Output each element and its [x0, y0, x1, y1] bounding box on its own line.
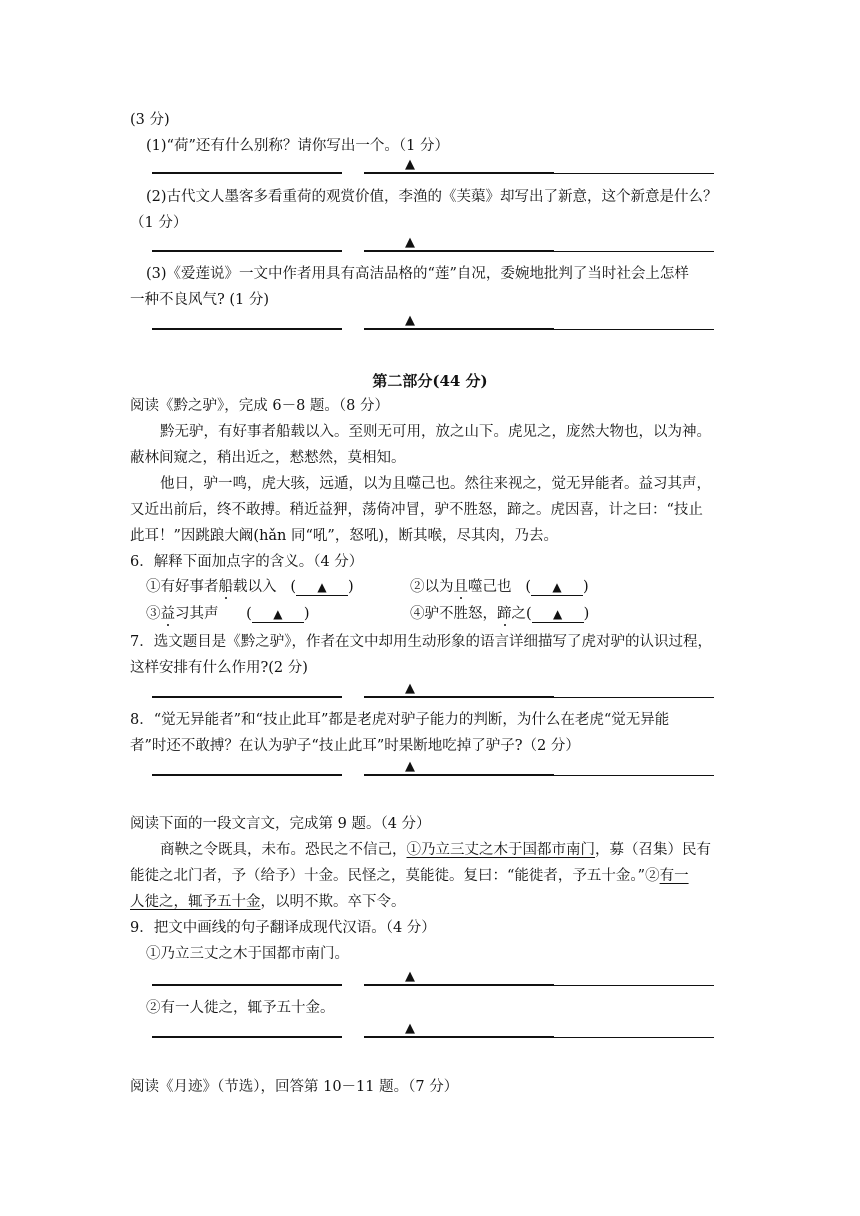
triangle-icon: ▲ — [405, 969, 415, 984]
triangle-icon: ▲ — [405, 313, 415, 328]
triangle-icon: ▲ — [405, 235, 415, 250]
question-9: 9．把文中画线的句子翻译成现代汉语。（4 分） — [130, 920, 436, 936]
q6-item-3: ③益习其声 ( ▲ ) — [146, 606, 310, 622]
answer-line[interactable] — [152, 681, 714, 700]
question-3-line-1: (3)《爱莲说》一文中作者用具有高洁品格的“莲”自况，委婉地批判了当时社会上怎样 — [146, 266, 689, 282]
answer-blank[interactable]: ▲ — [532, 607, 584, 623]
q6-item-4: ④驴不胜怒，蹄之( ▲ ) — [410, 606, 590, 622]
question-9-b: ②有一人徙之，辄予五十金。 — [146, 1000, 335, 1016]
answer-line[interactable] — [152, 235, 714, 254]
passage-2-line-3: 人徙之，辄予五十金，以明不欺。卒下令。 — [130, 894, 406, 910]
question-8-line-1: 8．“觉无异能者”和“技止此耳”都是老虎对驴子能力的判断，为什么在老虎“觉无异能 — [130, 712, 670, 728]
triangle-icon: ▲ — [405, 1021, 415, 1036]
passage-1-line: 他日，驴一鸣，虎大骇，远遁，以为且噬己也。然往来视之，觉无异能者。益习其声， — [160, 476, 711, 492]
passage-2-line-2: 能徙之北门者，予（给予）十金。民怪之，莫能徙。复曰：“能徙者，予五十金。”②有一 — [130, 868, 689, 884]
question-6: 6．解释下面加点字的含义。（4 分） — [130, 554, 364, 570]
triangle-icon: ▲ — [405, 759, 415, 774]
answer-line[interactable] — [152, 313, 714, 332]
question-7-line-1: 7．选文题目是《黔之驴》，作者在文中却用生动形象的语言详细描写了虎对驴的认识过程， — [130, 634, 712, 650]
question-3-line-2: 一种不良风气? (1 分) — [130, 292, 270, 308]
question-2-line-1: (2)古代文人墨客多看重荷的观赏价值，李渔的《芙蕖》却写出了新意，这个新意是什么？ — [146, 189, 718, 205]
answer-blank[interactable]: ▲ — [531, 580, 583, 596]
passage-1-line: 黔无驴，有好事者船载以入。至则无可用，放之山下。虎见之，庞然大物也，以为神。 — [160, 424, 711, 440]
answer-blank[interactable]: ▲ — [296, 580, 348, 596]
score-note: (3 分) — [130, 112, 170, 128]
answer-line[interactable] — [152, 157, 714, 176]
question-1: (1)“荷”还有什么别称？请你写出一个。（1 分） — [146, 138, 449, 154]
reading-1-intro: 阅读《黔之驴》，完成 6－8 题。（8 分） — [130, 398, 390, 414]
answer-line[interactable] — [152, 759, 714, 778]
passage-1-line: 此耳！”因跳踉大阚(hǎn 同“吼”，怒吼)，断其喉，尽其肉，乃去。 — [130, 528, 558, 544]
triangle-icon: ▲ — [405, 681, 415, 696]
triangle-icon: ▲ — [405, 157, 415, 172]
reading-3-intro: 阅读《月迹》（节选），回答第 10－11 题。（7 分） — [130, 1079, 459, 1095]
answer-line[interactable] — [152, 1021, 714, 1040]
q6-item-2: ②以为且噬己也 ( ▲ ) — [410, 579, 589, 595]
reading-2-intro: 阅读下面的一段文言文，完成第 9 题。（4 分） — [130, 816, 431, 832]
passage-2-line-1: 商鞅之令既具，未布。恐民之不信己，①乃立三丈之木于国都市南门，募（召集）民有 — [160, 842, 711, 858]
passage-1-line: 又近出前后，终不敢搏。稍近益狎，荡倚冲冒，驴不胜怒，蹄之。虎因喜，计之曰：“技止 — [130, 502, 703, 518]
question-9-a: ①乃立三丈之木于国都市南门。 — [146, 946, 349, 962]
question-8-line-2: 者”时还不敢搏？在认为驴子“技止此耳”时果断地吃掉了驴子?（2 分） — [130, 738, 580, 754]
question-2-line-2: （1 分） — [130, 215, 188, 231]
answer-blank[interactable]: ▲ — [252, 607, 304, 623]
q6-item-1: ①有好事者船载以入 ( ▲ ) — [146, 579, 354, 595]
part-2-heading: 第二部分(44 分) — [372, 372, 488, 390]
passage-1-line: 蔽林间窥之，稍出近之，慭慭然，莫相知。 — [130, 450, 406, 466]
answer-line[interactable] — [152, 969, 714, 988]
question-7-line-2: 这样安排有什么作用?(2 分) — [130, 660, 308, 676]
